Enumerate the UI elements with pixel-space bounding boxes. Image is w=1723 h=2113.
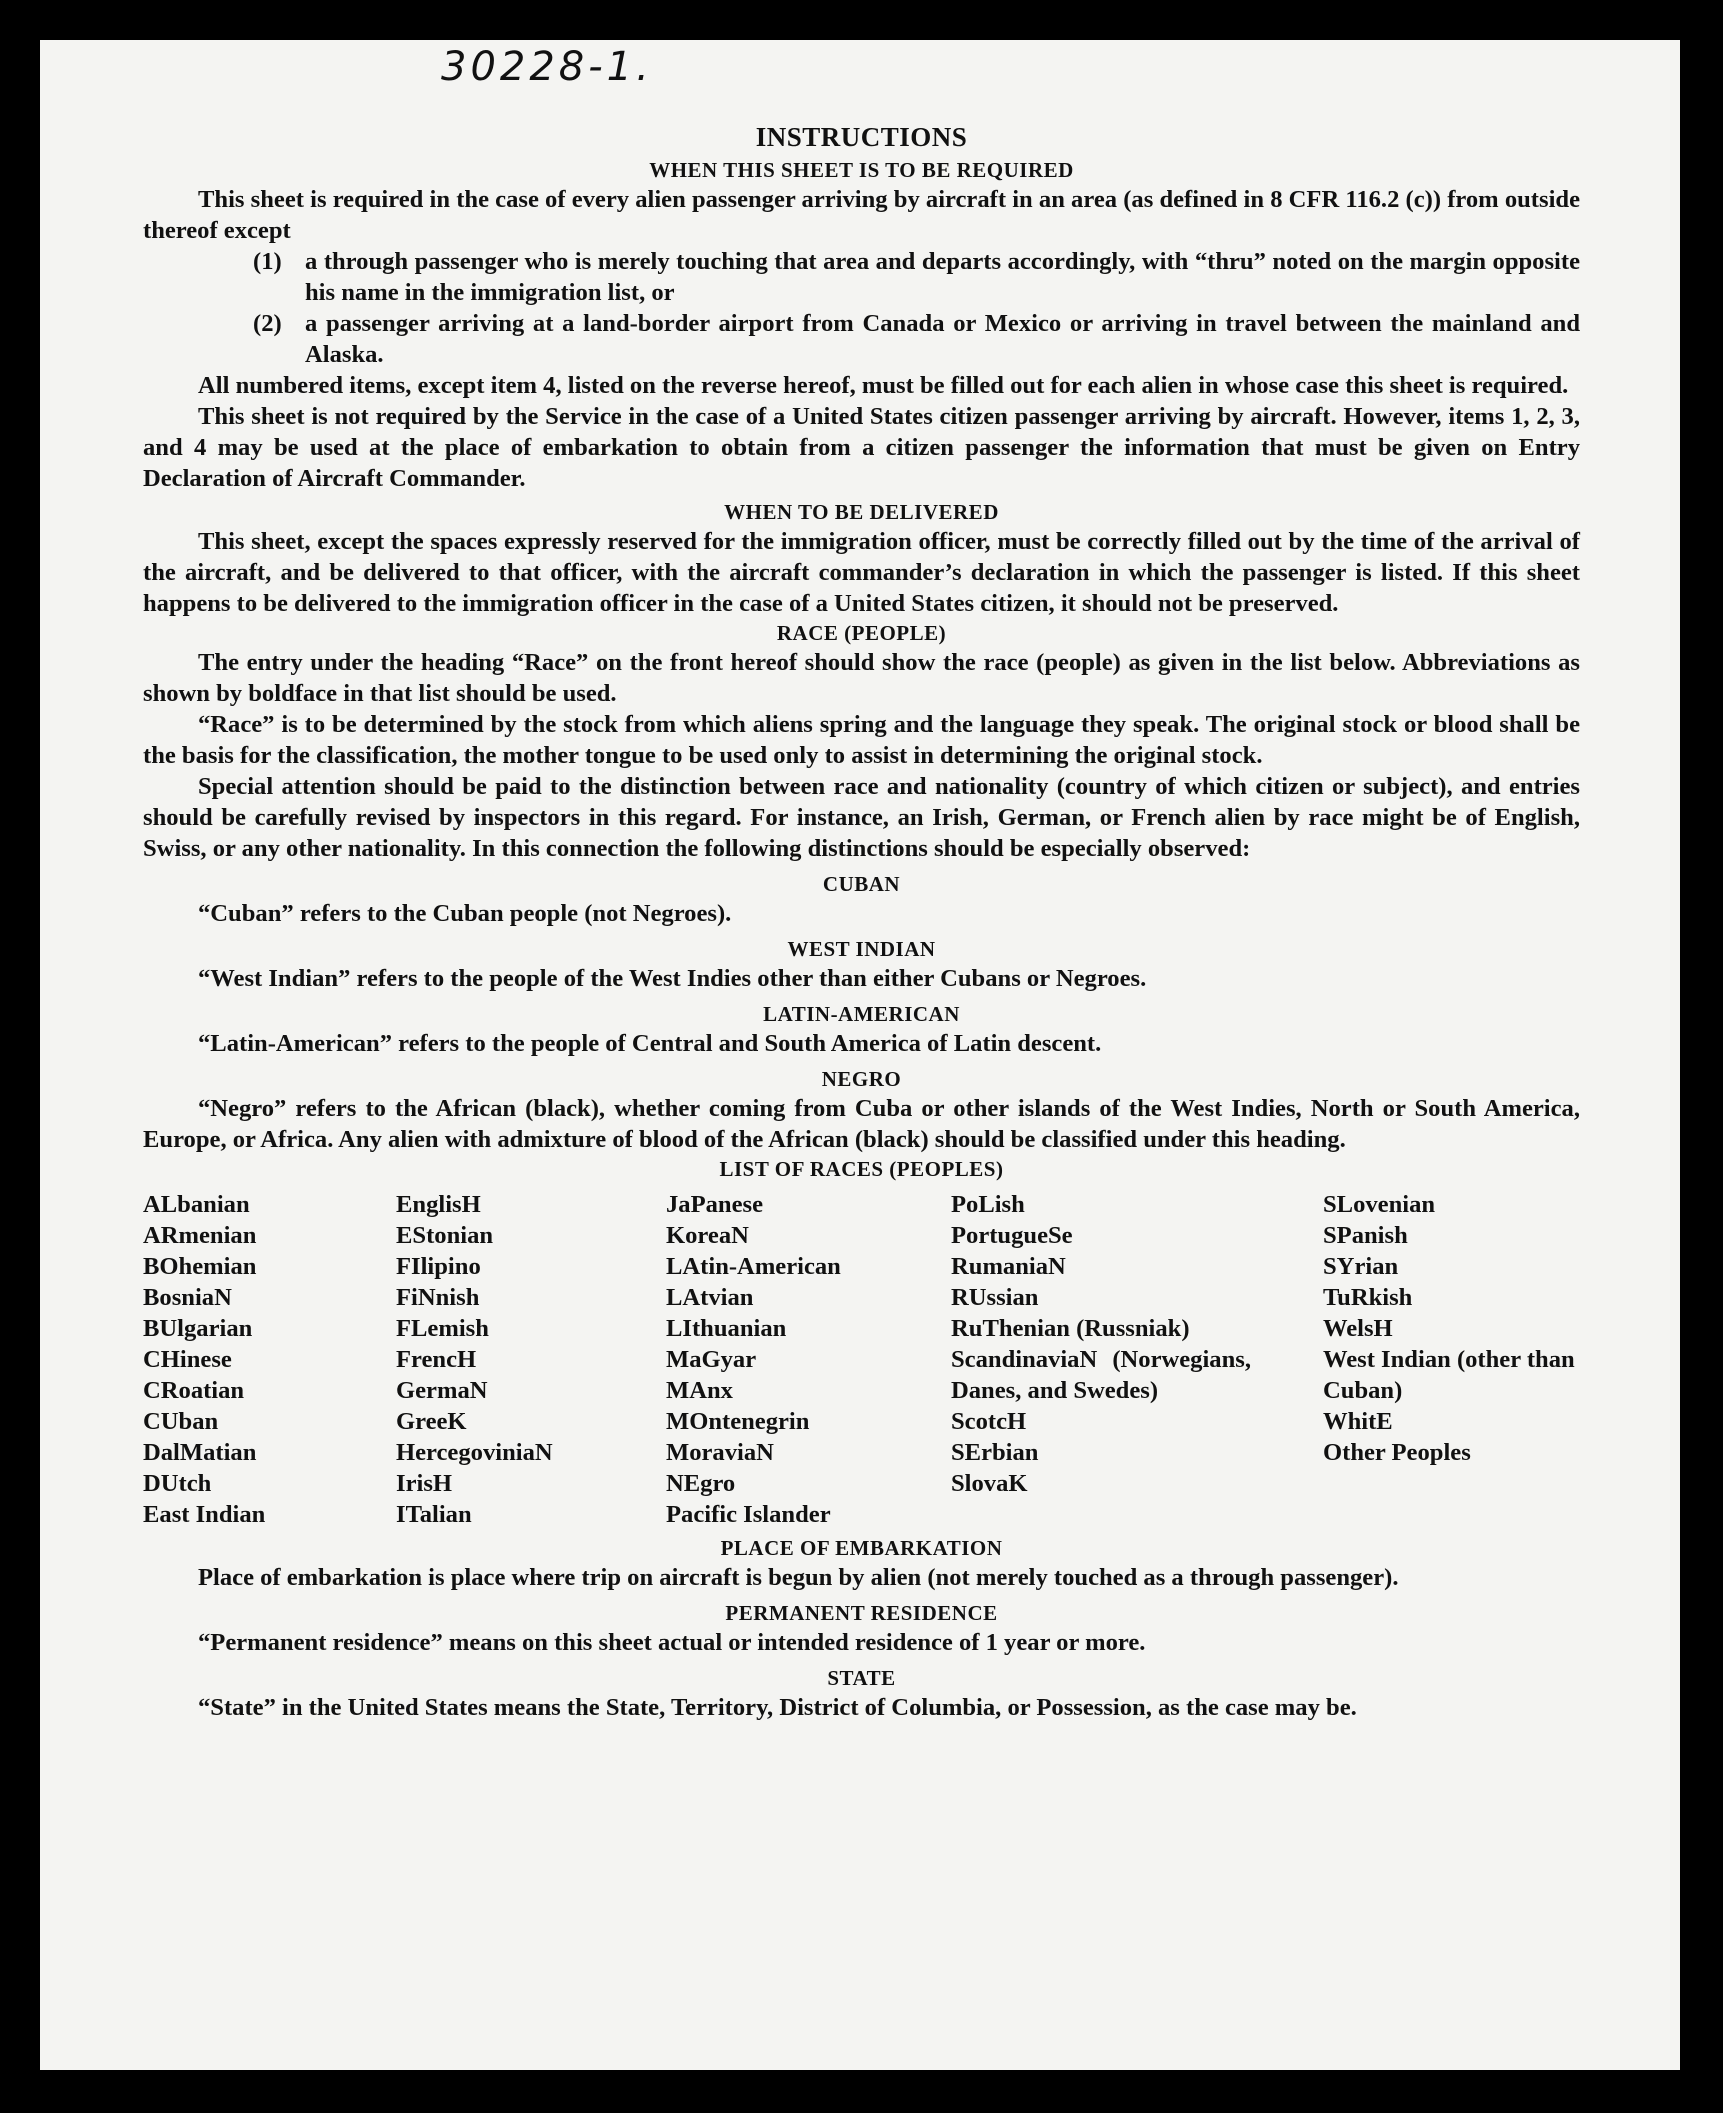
race-entry: CHinese [143,1346,232,1373]
races-column-2 [396,1189,666,1530]
race-entry: PoLish [951,1191,1025,1218]
heading-latin-american: LATIN-AMERICAN [763,1002,960,1026]
delivered-paragraph: This sheet, except the spaces expressly reserved for the immigration officer, must be correctly filled out by the time of the arrival of the aircraft, and be delivered to that officer, with the aircraft commander’s declaration in which the passenger is listed. If this sheet happens to be delivered to the immigration officer in the case of a United States citizen, it should not be preserved. [143,528,1580,617]
race-entry: CUban [143,1408,219,1435]
race-entry: ScotcH [951,1408,1027,1435]
race-entry: DalMatian [143,1439,257,1466]
race-entry: PortugueSe [951,1222,1073,1249]
race-entry: MAnx [666,1377,733,1404]
race-paragraph-3: Special attention should be paid to the distinction between race and nationality (country of which citizen or subject), and entries should be carefully revised by inspectors in this regard. For instance, an Irish, German, or French alien by race might be of English, Swiss, or any other nationality. In this connection the following distinctions should be especially observed: [143,773,1580,862]
race-entry: SYrian [1323,1253,1399,1280]
race-entry: FiNnish [396,1284,480,1311]
race-entry: MOntenegrin [666,1408,810,1435]
race-entry: TuRkish [1323,1284,1413,1311]
race-entry: RumaniaN [951,1253,1066,1280]
race-entry: GermaN [396,1377,488,1404]
state-definition: “State” in the United States means the State, Territory, District of Columbia, or Possession, as the case may be. [198,1694,1357,1721]
heading-when-delivered: WHEN TO BE DELIVERED [724,500,999,524]
race-entry: SPanish [1323,1222,1408,1249]
race-entry: EnglisH [396,1191,481,1218]
race-entry: IrisH [396,1470,453,1497]
race-entry: DUtch [143,1470,212,1497]
heading-west-indian: WEST INDIAN [787,937,936,961]
race-entry: LAtin-American [666,1253,841,1280]
heading-list-of-races: LIST OF RACES (PEOPLES) [719,1157,1004,1181]
citizen-paragraph: This sheet is not required by the Service in the case of a United States citizen passenger arriving by aircraft. However, items 1, 2, 3, and 4 may be used at the place of embarkation to obtain from a citizen passenger the information that must be given on Entry Declaration of Aircraft Commander. [143,403,1580,492]
race-entry: ITalian [396,1501,472,1528]
race-entry: ScandinaviaN (Norwegians, Danes, and Swedes) [951,1346,1251,1404]
race-entry: RUssian [951,1284,1039,1311]
race-entry: KoreaN [666,1222,749,1249]
race-entry: FLemish [396,1315,489,1342]
heading-cuban: CUBAN [822,872,901,896]
races-column-1 [143,1189,396,1530]
race-entry: ALbanian [143,1191,250,1218]
race-entry: SErbian [951,1439,1039,1466]
item-text: a passenger arriving at a land-border airport from Canada or Mexico or arriving in travel between the mainland and Alaska. [305,310,1580,368]
heading-when-required: WHEN THIS SHEET IS TO BE REQUIRED [649,158,1074,182]
race-entry: BosniaN [143,1284,232,1311]
page-title: INSTRUCTIONS [755,122,968,152]
numbered-items-paragraph: All numbered items, except item 4, listed on the reverse hereof, must be filled out for each alien in whose case this sheet is required. [198,372,1569,399]
race-paragraph-2: “Race” is to be determined by the stock from which aliens spring and the language they speak. The original stock or blood shall be the basis for the classification, the mother tongue to be used only to assist in determining the original stock. [143,711,1580,769]
race-entry: SlovaK [951,1470,1028,1497]
race-entry: East Indian [143,1501,266,1528]
races-column-4 [951,1189,1323,1530]
instructions-body [143,122,1580,1723]
race-entry: WhitE [1323,1408,1393,1435]
race-entry: FrencH [396,1346,477,1373]
race-entry: BOhemian [143,1253,257,1280]
required-paragraph: This sheet is required in the case of every alien passenger arriving by aircraft in an area (as defined in 8 CFR 116.2 (c)) from outside thereof except [143,186,1580,244]
item-text: a through passenger who is merely touching that area and departs accordingly, with “thru” noted on the margin opposite his name in the immigration list, or [305,248,1580,306]
handwritten-file-number: 30228-1. [441,44,653,90]
race-entry: MoraviaN [666,1439,774,1466]
item-number: (2) [253,310,282,337]
race-entry: WelsH [1323,1315,1393,1342]
race-entry: FIlipino [396,1253,481,1280]
race-entry: CRoatian [143,1377,245,1404]
west-indian-definition: “West Indian” refers to the people of the West Indies other than either Cubans or Negroes. [198,965,1147,992]
race-entry: Pacific Islander [666,1501,831,1528]
race-entry: BUlgarian [143,1315,253,1342]
exception-item-1 [143,246,1580,308]
race-entry: SLovenian [1323,1191,1436,1218]
heading-race: RACE (PEOPLE) [776,621,947,645]
heading-permanent-residence: PERMANENT RESIDENCE [725,1601,998,1625]
cuban-definition: “Cuban” refers to the Cuban people (not Negroes). [198,900,732,927]
race-entry: EStonian [396,1222,494,1249]
races-column-5 [1323,1189,1580,1530]
race-paragraph-1: The entry under the heading “Race” on the front hereof should show the race (people) as given in the list below. Abbreviations as shown by boldface in that list should be used. [143,649,1580,707]
heading-state: STATE [827,1666,896,1690]
race-entry: RuThenian (Russniak) [951,1315,1190,1342]
race-entry: Other Peoples [1323,1439,1471,1466]
heading-negro: NEGRO [821,1067,902,1091]
race-entry: HercegoviniaN [396,1439,553,1466]
embarkation-definition: Place of embarkation is place where trip on aircraft is begun by alien (not merely touched as a through passenger). [198,1564,1399,1591]
race-entry: MaGyar [666,1346,757,1373]
race-entry: ARmenian [143,1222,257,1249]
race-entry: NEgro [666,1470,736,1497]
race-entry: GreeK [396,1408,467,1435]
item-number: (1) [253,248,282,275]
race-entry: West Indian (other than Cuban) [1323,1346,1575,1404]
exception-item-2 [143,308,1580,370]
race-entry: LAtvian [666,1284,754,1311]
races-column-3 [666,1189,951,1530]
heading-place-of-embarkation: PLACE OF EMBARKATION [720,1536,1003,1560]
permanent-residence-definition: “Permanent residence” means on this sheet actual or intended residence of 1 year or more. [198,1629,1146,1656]
negro-definition: “Negro” refers to the African (black), whether coming from Cuba or other islands of the West Indies, North or South America, Europe, or Africa. Any alien with admixture of blood of the African (black) should be classified under this heading. [143,1095,1580,1153]
races-list [143,1189,1580,1530]
latin-american-definition: “Latin-American” refers to the people of Central and South America of Latin descent. [198,1030,1102,1057]
race-entry: LIthuanian [666,1315,787,1342]
document-page [40,40,1680,2070]
race-entry: JaPanese [666,1191,763,1218]
